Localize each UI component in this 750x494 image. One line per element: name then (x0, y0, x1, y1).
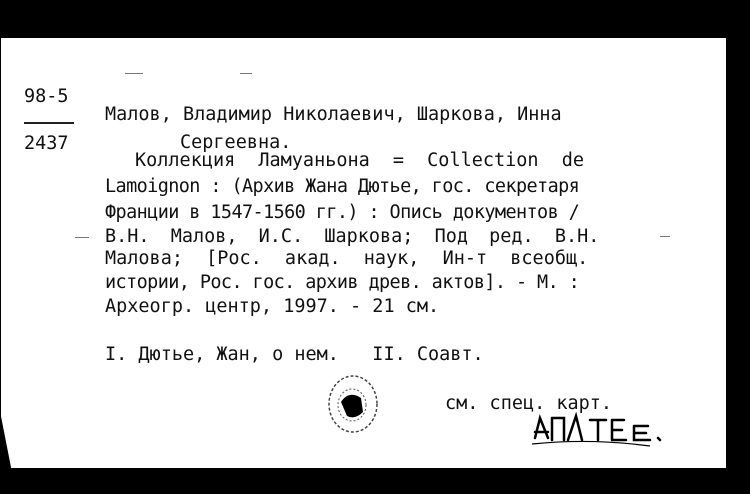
description-line-2: В.Н. Малов, И.С. Шаркова; Под ред. В.Н. (105, 226, 600, 247)
description-line-4: истории, Рос. гос. архив древ. актов]. - М. : (105, 272, 580, 293)
title-line-cont: Lamoignon : (Архив Жана Дютье, гос. секретаря (105, 176, 580, 197)
scan-speck (240, 73, 252, 74)
tracings-line: I. Дютье, Жан, о нем. II. Соавт. (105, 344, 484, 365)
description-line-1: Франции в 1547-1560 гг.) : Опись документов / (105, 202, 580, 223)
author-line: Малов, Владимир Николаевич, Шаркова, Инна (105, 104, 562, 125)
imprint-line: Археогр. центр, 1997. - 21 см. (105, 296, 440, 317)
call-number-top: 98-5 (24, 86, 69, 107)
description-line-3: Малова; [Рос. акад. наук, Ин-т всеобщ. (105, 248, 589, 269)
call-number-bottom: 2437 (24, 133, 69, 154)
see-reference: см. спец. карт. (445, 393, 613, 414)
title-line: Коллекция Ламуаньона = Collection de (135, 150, 584, 171)
scan-speck (125, 73, 143, 74)
author-line-cont: Сергеевна. (180, 132, 292, 153)
scan-speck (75, 237, 89, 238)
punch-hole-stamp (325, 372, 381, 436)
call-number-divider (24, 122, 74, 124)
scan-speck (660, 236, 670, 237)
handwritten-signature (530, 408, 680, 448)
